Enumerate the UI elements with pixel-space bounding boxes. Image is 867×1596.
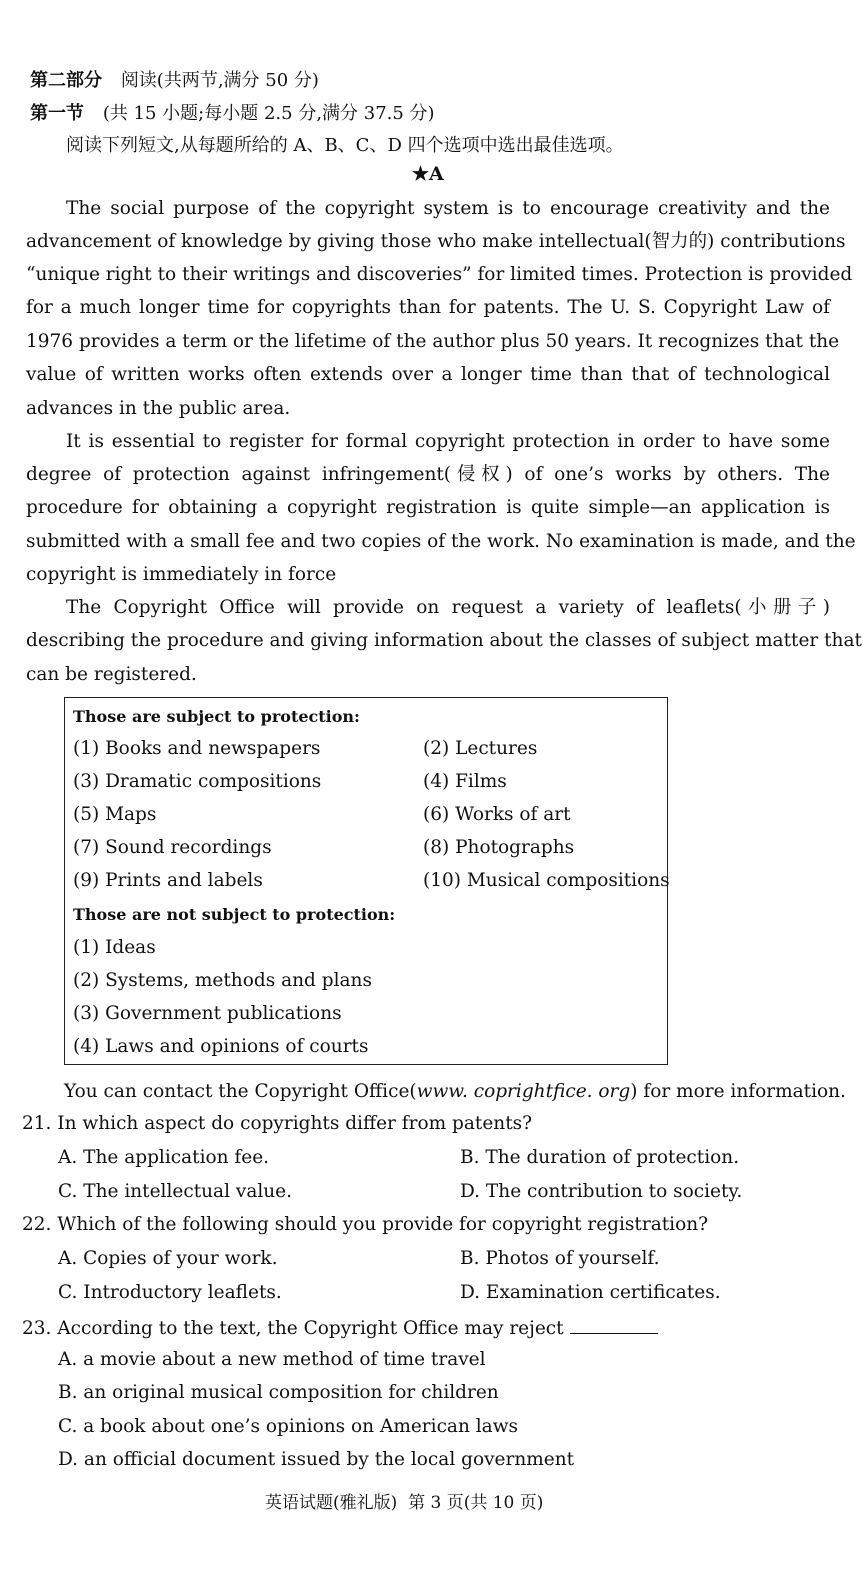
question-option: B. Photos of yourself. <box>460 1248 660 1269</box>
protected-item: (1) Books and newspapers <box>73 738 321 759</box>
protected-item: (4) Films <box>423 771 507 792</box>
question-option: B. an original musical composition for children <box>58 1382 499 1403</box>
contact-url: www. coprightfice. org <box>416 1081 631 1102</box>
question-option: A. The application fee. <box>58 1147 270 1168</box>
passage-line: The social purpose of the copyright system is to encourage creativity and the <box>66 198 830 219</box>
question-option: A. a movie about a new method of time travel <box>58 1349 486 1370</box>
section-heading <box>30 99 435 125</box>
passage-line: advancement of knowledge by giving those who make intellectual(智力的) contributions <box>26 231 846 252</box>
passage-line: The Copyright Office will provide on request a variety of leaflets(小册子) <box>66 597 831 618</box>
part-heading <box>30 66 319 92</box>
protected-item: (3) Dramatic compositions <box>73 771 322 792</box>
protected-item: (5) Maps <box>73 804 157 825</box>
part-title: 阅读(共两节,满分 50 分) <box>120 70 319 91</box>
unprotected-item: (4) Laws and opinions of courts <box>73 1036 369 1057</box>
passage-line: copyright is immediately in force <box>26 564 337 585</box>
passage-line: submitted with a small fee and two copies of the work. No examination is made, and the <box>26 531 856 552</box>
protected-item: (10) Musical compositions <box>423 870 670 891</box>
question-stem: 23. According to the text, the Copyright Office may reject <box>22 1318 564 1339</box>
question-option: A. Copies of your work. <box>58 1248 278 1269</box>
protected-heading: Those are subject to protection: <box>73 707 360 726</box>
question-option: D. The contribution to society. <box>460 1181 743 1202</box>
passage-title: ★A <box>412 163 444 185</box>
contact-suffix: ) for more information. <box>630 1081 846 1102</box>
question-option: C. Introductory leaflets. <box>58 1282 282 1303</box>
protected-item: (2) Lectures <box>423 738 538 759</box>
question-option: C. The intellectual value. <box>58 1181 293 1202</box>
protection-table-box <box>64 697 668 1065</box>
instructions: 阅读下列短文,从每题所给的 A、B、C、D 四个选项中选出最佳选项。 <box>66 135 624 156</box>
unprotected-item: (2) Systems, methods and plans <box>73 970 372 991</box>
passage-line: value of written works often extends over a longer time than that of technological <box>26 364 830 385</box>
passage-line: advances in the public area. <box>26 398 291 419</box>
question-stem: 21. In which aspect do copyrights differ from patents? <box>22 1113 533 1134</box>
question-option: C. a book about one’s opinions on American laws <box>58 1416 519 1437</box>
passage-line: procedure for obtaining a copyright registration is quite simple—an application is <box>26 497 830 518</box>
protected-item: (6) Works of art <box>423 804 571 825</box>
answer-blank <box>570 1315 658 1334</box>
protected-item: (8) Photographs <box>423 837 575 858</box>
protected-item: (9) Prints and labels <box>73 870 263 891</box>
question-option: B. The duration of protection. <box>460 1147 740 1168</box>
passage-line: describing the procedure and giving information about the classes of subject matter that <box>26 630 862 651</box>
protected-item: (7) Sound recordings <box>73 837 272 858</box>
passage-line: “unique right to their writings and discoveries” for limited times. Protection is provided <box>26 264 853 285</box>
question-stem: 22. Which of the following should you provide for copyright registration? <box>22 1214 709 1235</box>
section-label: 第一节 <box>30 103 84 124</box>
passage-line: It is essential to register for formal copyright protection in order to have some <box>66 431 830 452</box>
question-option: D. an official document issued by the local government <box>58 1449 575 1470</box>
unprotected-item: (3) Government publications <box>73 1003 342 1024</box>
part-label: 第二部分 <box>30 70 102 91</box>
section-info: (共 15 小题;每小题 2.5 分,满分 37.5 分) <box>102 103 435 124</box>
unprotected-heading: Those are not subject to protection: <box>73 905 396 924</box>
passage-line: for a much longer time for copyrights than for patents. The U. S. Copyright Law of <box>26 297 830 318</box>
passage-line: 1976 provides a term or the lifetime of the author plus 50 years. It recognizes that the <box>26 331 840 352</box>
contact-prefix: You can contact the Copyright Office( <box>64 1081 417 1102</box>
passage-line: can be registered. <box>26 664 197 685</box>
unprotected-item: (1) Ideas <box>73 937 156 958</box>
question-option: D. Examination certificates. <box>460 1282 721 1303</box>
question-stem-23 <box>22 1315 658 1339</box>
passage-line: degree of protection against infringement(侵权) of one’s works by others. The <box>26 464 830 485</box>
page-footer: 英语试题(雅礼版) 第 3 页(共 10 页) <box>265 1493 544 1513</box>
contact-line <box>64 1075 846 1108</box>
